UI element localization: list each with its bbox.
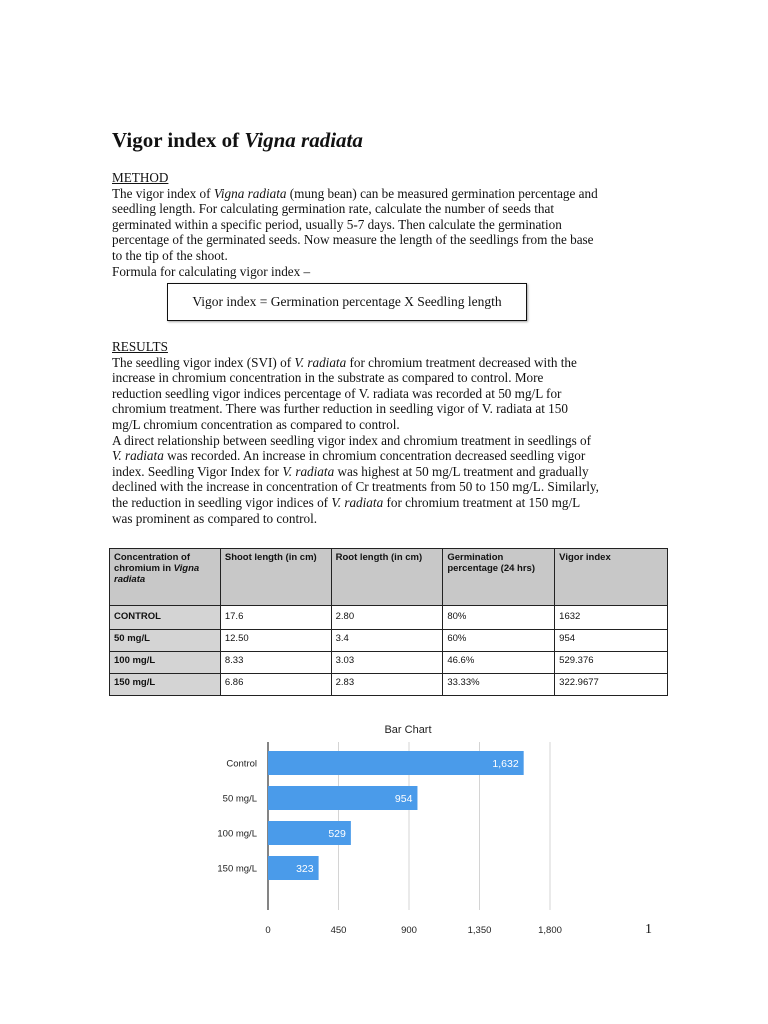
formula-label: Formula for calculating vigor index – bbox=[112, 263, 311, 279]
cell-root: 2.83 bbox=[331, 674, 443, 696]
header-germination: Germination percentage (24 hrs) bbox=[443, 549, 555, 606]
table-row bbox=[110, 652, 668, 674]
results-section bbox=[112, 339, 672, 526]
cell-vigor: 322.9677 bbox=[555, 674, 668, 696]
category-label: 100 mg/L bbox=[217, 828, 257, 840]
row-label: CONTROL bbox=[110, 606, 221, 630]
page-number: 1 bbox=[645, 922, 652, 937]
x-tick-label: 0 bbox=[265, 925, 271, 936]
cell-vigor: 529.376 bbox=[555, 652, 668, 674]
cell-vigor: 954 bbox=[555, 630, 668, 652]
row-label: 50 mg/L bbox=[110, 630, 221, 652]
cell-germination: 33.33% bbox=[443, 674, 555, 696]
cell-shoot: 8.33 bbox=[220, 652, 331, 674]
cell-shoot: 17.6 bbox=[220, 606, 331, 630]
bar bbox=[268, 751, 524, 775]
chart-title: Bar Chart bbox=[384, 724, 432, 736]
x-tick-label: 1,800 bbox=[538, 925, 562, 936]
bar-value-label: 323 bbox=[296, 863, 314, 875]
cell-shoot: 6.86 bbox=[220, 674, 331, 696]
bar-value-label: 1,632 bbox=[492, 758, 519, 770]
row-label: 150 mg/L bbox=[110, 674, 221, 696]
table-row bbox=[110, 606, 668, 630]
x-tick-label: 900 bbox=[401, 925, 417, 936]
cell-root: 3.4 bbox=[331, 630, 443, 652]
method-heading: METHOD bbox=[112, 170, 169, 185]
page-title: Vigor index of Vigna radiata bbox=[112, 128, 363, 152]
results-paragraph: The seedling vigor index (SVI) of V. radiata for chromium treatment decreased with the increase in chromium concentration in the substrate as compared to control. More reduction seedling vigor indices percentage of V. radiata was recorded at 50 mg/L for chromium treatment. There was further reduction in seedling vigor of V. radiata at 150 mg/L chromium concentration as compared to control. A direct relationship between seedling vigor index and chromium treatment in seedlings of V. radiata was recorded. An increase in chromium concentration decreased seedling vigor index. Seedling Vigor Index for V. radiata was highest at 50 mg/L treatment and gradually declined with the increase in concentration of Cr treatments from 50 to 150 mg/L. Similarly, the reduction in seedling vigor indices of V. radiata for chromium treatment at 150 mg/L was prominent as compared to control. bbox=[112, 354, 599, 526]
vigor-index-bar-chart bbox=[0, 715, 768, 945]
cell-root: 2.80 bbox=[331, 606, 443, 630]
x-tick-label: 450 bbox=[330, 925, 347, 936]
header-shoot-length: Shoot length (in cm) bbox=[220, 549, 331, 606]
header-concentration: Concentration of chromium in Vigna radiata bbox=[110, 549, 221, 606]
cell-root: 3.03 bbox=[331, 652, 443, 674]
x-tick-label: 1,350 bbox=[467, 925, 492, 936]
category-label: Control bbox=[226, 758, 257, 770]
row-label: 100 mg/L bbox=[110, 652, 221, 674]
bar-value-label: 529 bbox=[328, 828, 346, 840]
results-heading: RESULTS bbox=[112, 339, 168, 354]
cell-germination: 60% bbox=[443, 630, 555, 652]
category-label: 150 mg/L bbox=[217, 863, 257, 875]
cell-germination: 80% bbox=[443, 606, 555, 630]
cell-vigor: 1632 bbox=[555, 606, 668, 630]
header-vigor-index: Vigor index bbox=[555, 549, 668, 606]
table-row bbox=[110, 674, 668, 696]
formula-box: Vigor index = Germination percentage X Seedling length bbox=[167, 283, 527, 321]
method-section bbox=[112, 170, 672, 279]
table-header-row bbox=[110, 549, 668, 606]
method-paragraph: The vigor index of Vigna radiata (mung bean) can be measured germination percentage and seedling length. For calculating germination rate, calculate the number of seeds that germinated within a specific period, usually 5-7 days. Then calculate the germination percentage of the germinated seeds. Now measure the length of the seedlings from the base to the tip of the shoot. Formula for calculating vigor index – bbox=[112, 185, 598, 279]
category-label: 50 mg/L bbox=[222, 793, 257, 805]
cell-shoot: 12.50 bbox=[220, 630, 331, 652]
header-root-length: Root length (in cm) bbox=[331, 549, 443, 606]
bar-value-label: 954 bbox=[394, 793, 413, 805]
results-table bbox=[109, 548, 668, 696]
table-row bbox=[110, 630, 668, 652]
cell-germination: 46.6% bbox=[443, 652, 555, 674]
